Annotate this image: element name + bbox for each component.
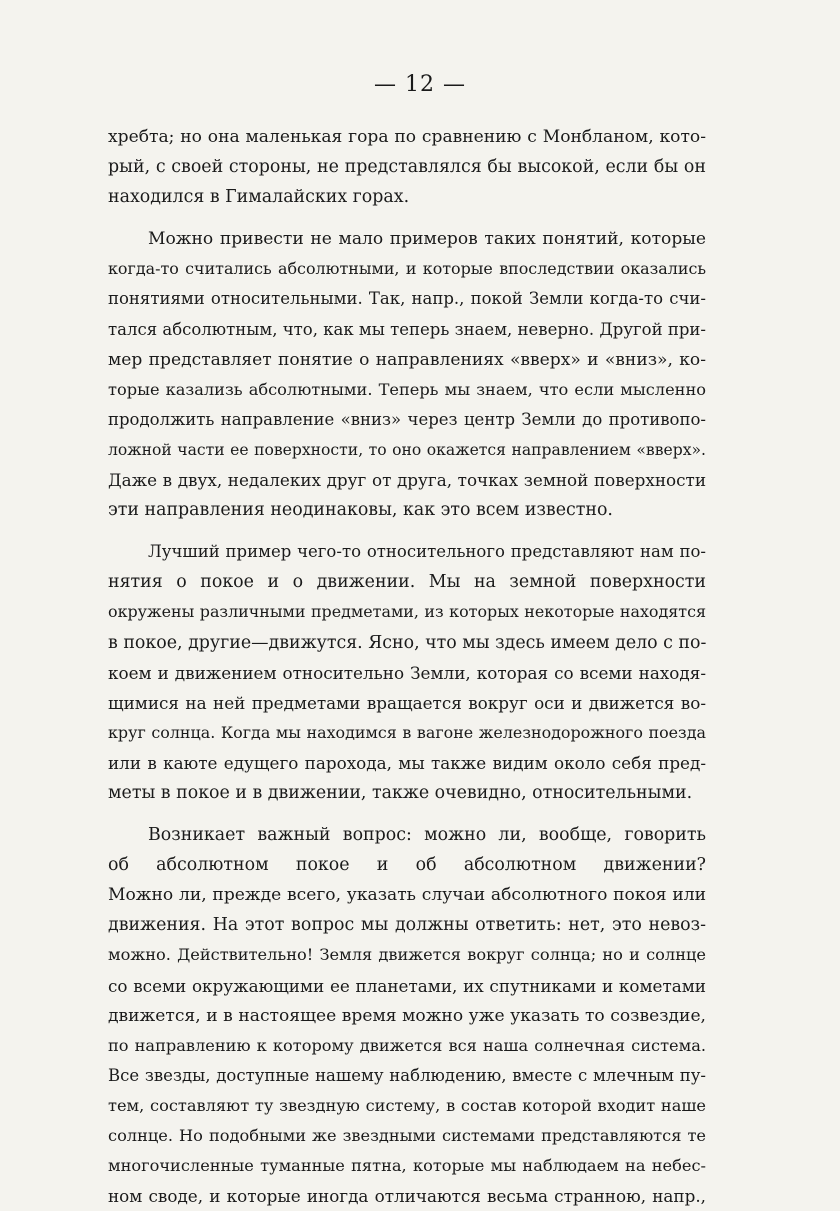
text-line: Возникает важный вопрос: можно ли, вообще, говорить (148, 825, 706, 846)
text-line: можно. Действительно! Земля движется вокруг солнца; но и солнце (108, 945, 706, 965)
text-line: окружены различными предметами, из которых некоторые находятся (108, 602, 706, 622)
text-line: когда-то считались абсолютными, и которые впоследствии оказались (108, 259, 706, 279)
text-line: тался абсолютным, что, как мы теперь знаем, неверно. Другой при- (108, 319, 706, 339)
text-line: движется, и в настоящее время можно уже указать то созвездие, (108, 1005, 706, 1026)
page-number: — 12 — (374, 72, 466, 97)
text-line: Все звезды, доступные нашему наблюдению, вместе с млечным пу- (108, 1065, 706, 1085)
text-line: рый, с своей стороны, не представлялся бы высокой, если бы он (108, 157, 706, 178)
text-line: в покое, другие—движутся. Ясно, что мы здесь имеем дело с по- (108, 632, 706, 653)
paragraph (108, 537, 706, 808)
text-line: Можно ли, прежде всего, указать случаи абсолютного покоя или (108, 885, 706, 906)
text-line: нятия о покое и о движении. Мы на земной поверхности (108, 572, 706, 593)
paragraph (108, 122, 706, 212)
body-text (108, 122, 706, 1211)
text-line: Можно привести не мало примеров таких понятий, которые (148, 229, 706, 250)
text-line: многочисленные туманные пятна, которые мы наблюдаем на небес- (108, 1156, 706, 1176)
text-line: коем и движением относительно Земли, которая со всеми находя- (108, 662, 706, 683)
text-line: со всеми окружающими ее планетами, их спутниками и кометами (108, 975, 706, 996)
text-line: мер представляет понятие о направлениях «вверх» и «вниз», ко- (108, 349, 706, 370)
text-line: находился в Гималайских горах. (108, 187, 410, 208)
text-line: солнце. Но подобными же звездными системами представляются те (108, 1126, 706, 1145)
text-line: Даже в двух, недалеких друг от друга, точках земной поверхности (108, 470, 706, 491)
text-line: по направлению к которому движется вся наша солнечная система. (108, 1035, 706, 1055)
text-line: тем, составляют ту звездную систему, в состав которой входит наше (108, 1095, 706, 1115)
text-line: ном своде, и которые иногда отличаются весьма странною, напр., (108, 1186, 706, 1207)
text-line: щимися на ней предметами вращается вокруг оси и движется во- (108, 692, 706, 713)
text-line: круг солнца. Когда мы находимся в вагоне железнодорожного поезда (108, 722, 706, 742)
text-line: или в каюте едущего парохода, мы также видим около себя пред- (108, 752, 706, 773)
text-line: хребта; но она маленькая гора по сравнению с Монбланом, кото- (108, 127, 706, 147)
paragraph (108, 224, 706, 525)
text-line: об абсолютном покое и об абсолютном движении? (108, 855, 706, 876)
text-line: движения. На этот вопрос мы должны ответить: нет, это невоз- (108, 915, 706, 936)
text-line: торые казализь абсолютными. Теперь мы знаем, что если мысленно (108, 379, 706, 399)
text-line: Лучший пример чего-то относительного представляют нам по- (148, 542, 706, 562)
paragraph (108, 820, 706, 1211)
text-line: меты в покое и в движении, также очевидно, относительными. (108, 782, 693, 803)
text-line: понятиями относительными. Так, напр., покой Земли когда-то счи- (108, 289, 706, 309)
text-line: ложной части ее поверхности, то оно окажется направлением «вверх». (108, 440, 706, 459)
text-line: продолжить направление «вниз» через центр Земли до противопо- (108, 409, 706, 429)
text-line: эти направления неодинаковы, как это всем известно. (108, 500, 613, 521)
